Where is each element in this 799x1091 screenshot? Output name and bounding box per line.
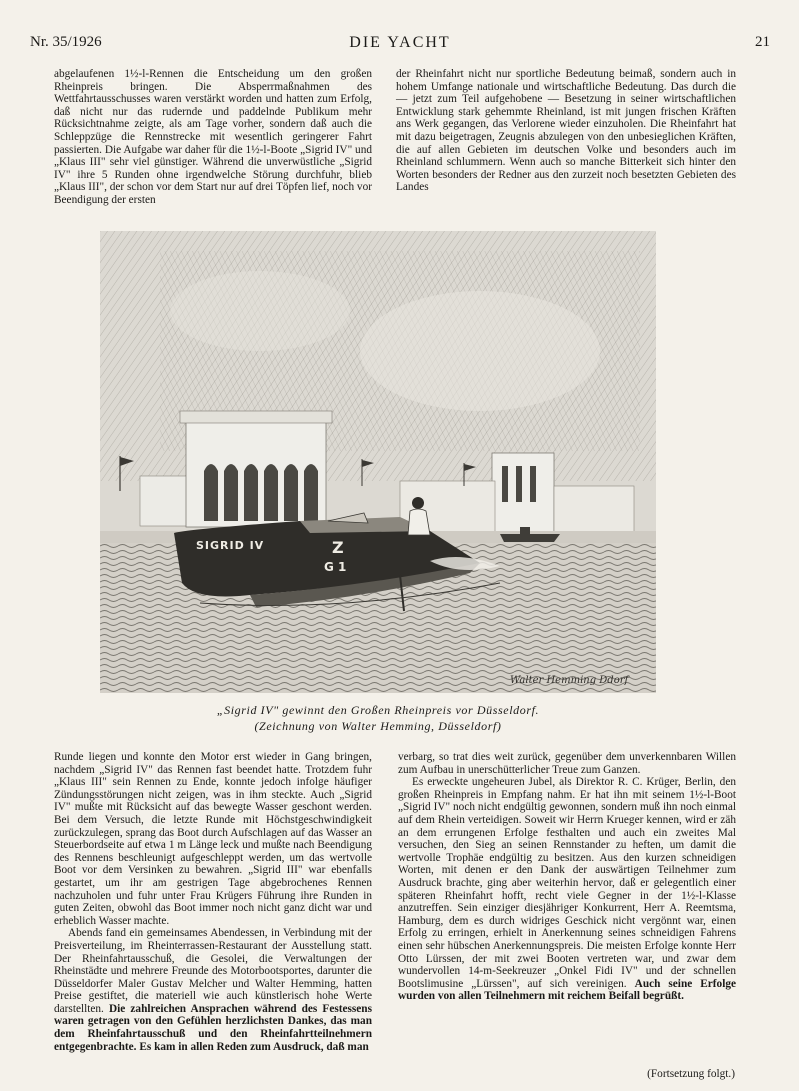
- article-column-bottom-right: [398, 751, 736, 1003]
- bold-paragraph: Auch seine Erfolge wurden von allen Teilnehmern mit reichem Beifall begrüßt.: [398, 977, 737, 1003]
- article-column-top-left: [54, 68, 372, 207]
- caption-line-2: (Zeichnung von Walter Hemming, Düsseldorf): [254, 719, 502, 733]
- figure-caption: [100, 702, 656, 734]
- page-header: [30, 34, 770, 56]
- illustration-figure: [100, 231, 656, 693]
- caption-line-1: „Sigrid IV" gewinnt den Großen Rheinpreis vor Düsseldorf.: [216, 703, 540, 717]
- boat-race-drawing: [100, 231, 656, 693]
- article-column-top-right: [396, 68, 736, 194]
- paragraph: verbarg, so trat dies weit zurück, gegenüber dem unverkennbaren Willen zum Aufbau in unerschütterlicher Treue zum Ganzen.: [398, 751, 736, 776]
- bold-paragraph: Die zahlreichen Ansprachen während des Festessens waren getragen von den Gefühlen herzlichsten Dankes, das man dem Rheinfahrtausschuß und den Rheinfahrtteilnehmern entgegenbrachte. Es kam in allen Reden zum Ausdruck, daß man: [54, 1002, 372, 1053]
- article-column-bottom-left: [54, 751, 372, 1053]
- sail-mark-top: Z: [332, 538, 344, 557]
- issue-number: Nr. 35/1926: [30, 34, 102, 50]
- paragraph: Abends fand ein gemeinsames Abendessen, in Verbindung mit der Preisverteilung, im Rheinterrassen-Restaurant der Ausstellung statt. Der Rheinfahrtausschuß, die Gesolei, die Verwaltungen der Rheinstädte und mehrere Freunde des Motorbootsportes, darunter die Düsseldorfer Maler Gustav Melcher und Walter Hemming, hatten Preise gestiftet, die materiell wie auch künstlerisch hohe Werte darstellten.: [54, 927, 372, 1015]
- paragraph: der Rheinfahrt nicht nur sportliche Bedeutung beimaß, sondern auch in hohem Umfange nationale und wirtschaftliche Bedeutung. Das durch die — jetzt zum Teil aufgehobene — Besetzung in seiner wirtschaftlichen Entwicklung stark gehemmte Rheinland, ist mit jungen frischen Kräften ans Werk gegangen, das Verlorene wieder einzuholen. Die Rheinfahrt hat mit dazu beigetragen, Zeugnis abzulegen von den unbesieglichen Kräften, die auf allen Gebieten im deutschen Volke und besonders auch im Rheinland schlummern. Wenn auch so manche Bitterkeit sich hinter den Worten besonders der Redner aus den zurzeit noch besetzten Gebieten des Landes: [396, 68, 736, 194]
- boat-name-text: SIGRID IV: [196, 539, 265, 552]
- paragraph: abgelaufenen 1½-l-Rennen die Entscheidung um den großen Rheinpreis bringen. Die Absperrmaßnahmen des Wettfahrtausschusses waren verstärkt worden und hatten zum Erfolg, daß nicht nur das rudernde und paddelnde Publikum mehr Rücksichtnahme zeigte, als am Tage vorher, sondern daß auch die Schleppzüge die Rennstrecke mit wesentlich geringerer Fahrt passierten. Die Aufgabe war daher für die 1½-l-Boote „Sigrid IV" und „Klaus III" sehr viel günstiger. Während die unverwüstliche „Sigrid IV" ihre 5 Runden ohne irgendwelche Störung durchfuhr, blieb „Klaus III", der schon vor dem Start nur auf drei Töpfen lief, noch vor Beendigung der ersten: [54, 68, 372, 206]
- artist-signature: Walter Hemming Ddorf: [510, 675, 629, 686]
- page-number: 21: [755, 34, 770, 50]
- magazine-title: DIE YACHT: [349, 34, 451, 51]
- sail-mark-bottom: G 1: [324, 560, 347, 574]
- paragraph: Es erweckte ungeheuren Jubel, als Direktor R. C. Krüger, Berlin, den großen Rheinpreis in Empfang nahm. Er hat ihn mit seinem 1½-l-Boot „Sigrid IV" noch nicht endgültig gewonnen, sondern muß ihn noch einmal auf dem Rhein verteidigen. Soweit wir Herrn Krueger kennen, wird er zäh an dem errungenen Erfolge festhalten und auch ein zweites Mal versuchen, den Sieg an seinen Rennstander zu heften, um damit die wertvolle Trophäe endgültig zu besitzen. Aus den kurzen schneidigen Worten, mit denen er den Dank der auswärtigen Teilnehmer zum Ausdruck brachte, ging aber weiterhin hervor, daß er gelegentlich einer späteren Rheinfahrt hofft, recht viele Gegner in der 1½-l-Klasse anzutreffen. Sein einziger diesjähriger Konkurrent, Herr A. Reemtsma, Hamburg, dem es durch widriges Geschick nicht vergönnt war, einen Erfolg zu erringen, erhielt in Anerkennung seines schneidigen Fahrens einen sehr hübschen Anerkennungspreis. Die meisten Erfolge konnte Herr Otto Lürssen, der mit zwei Booten vertreten war, und zwar dem wundervollen 14-m-Seekreuzer „Onkel Fidi IV" und der schnellen Bootslimusine „Lürssen", auf sich vereinigen.: [398, 776, 736, 990]
- continuation-note: (Fortsetzung folgt.): [647, 1068, 735, 1080]
- paragraph: Runde liegen und konnte den Motor erst wieder in Gang bringen, nachdem „Sigrid IV" das Rennen fast beendet hatte. Trotzdem fuhr „Klaus III" sein Rennen zu Ende, konnte jedoch infolge häufiger Zündungsstörungen nicht zeigen, was in ihm steckte. Auch „Sigrid IV" mußte mit Rücksicht auf das bewegte Wasser geschont werden. Bei dem Versuch, die letzte Runde mit Höchstgeschwindigkeit zurückzulegen, sprang das Boot durch Aufschlagen auf das Wasser an Steuerbordseite auf etwa 1 m Länge leck und mußte nach Beendigung des Rennens beschleunigt aufgeschleppt werden, um das wertvolle Boot vor dem Versinken zu bewahren. „Sigrid III" war ebenfalls gestartet, um ihr am gestrigen Tage abgebrochenes Rennen nachzuholen und fuhr unter Frau Krügers Führung ihre Runden in guten Zeiten, obwohl das Boot immer noch nicht ganz dicht war und erheblich Wasser machte.: [54, 751, 372, 927]
